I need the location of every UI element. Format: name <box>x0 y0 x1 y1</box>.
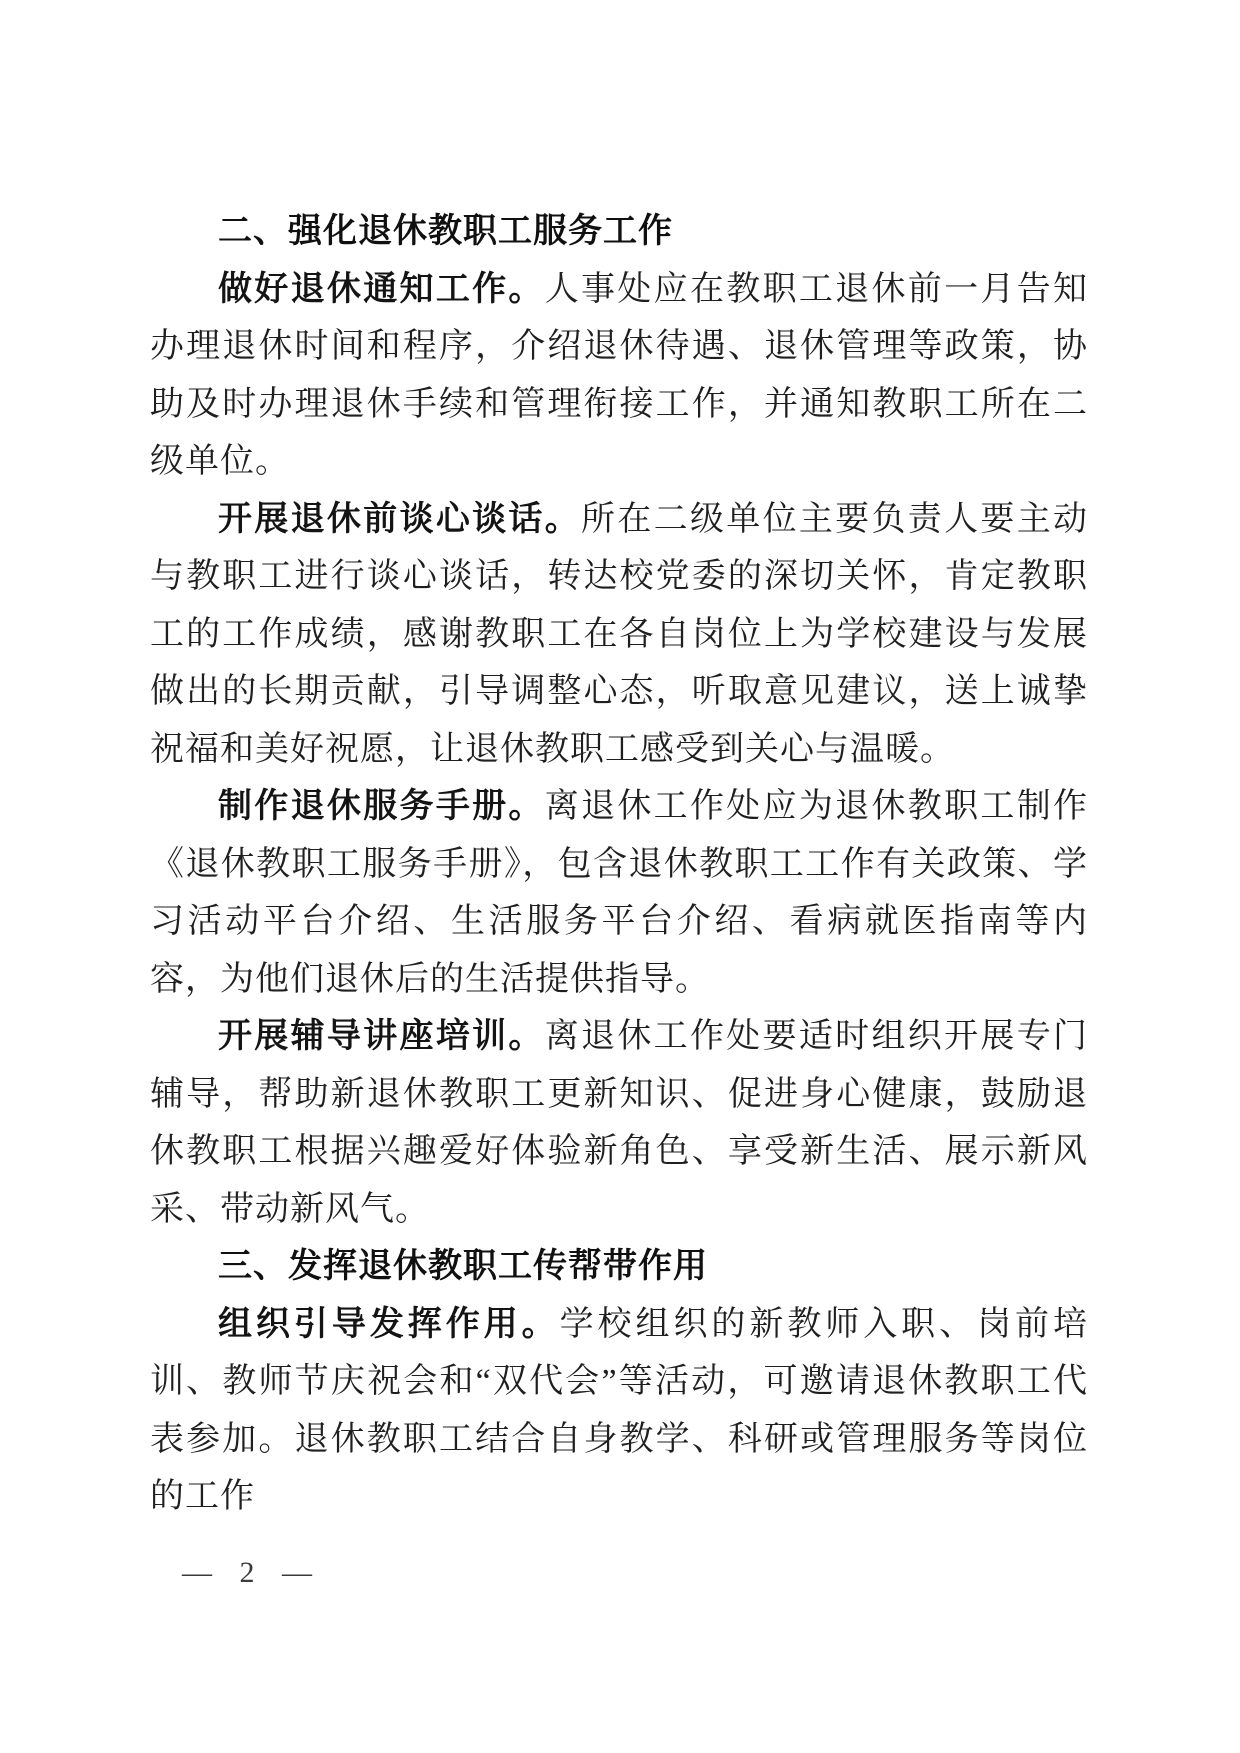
paragraph-body: 离退休工作处要适时组织开展专门辅导，帮助新退休教职工更新知识、促进身心健康，鼓励退休教职工根据兴趣爱好体验新角色、享受新生活、展示新风采、带动新风气。 <box>150 1018 1089 1228</box>
paragraph-lead: 做好退休通知工作。 <box>218 270 545 308</box>
paragraph <box>150 1296 1088 1526</box>
section-heading: 二、强化退休教职工服务工作 <box>218 212 673 250</box>
paragraph-body: 学校组织的新教师入职、岗前培训、教师节庆祝会和“双代会”等活动，可邀请退休教职工代表参加。退休教职工结合自身教学、科研或管理服务等岗位的工作 <box>150 1305 1089 1515</box>
page-number: — 2 — <box>182 1556 322 1589</box>
paragraph-lead: 开展辅导讲座培训。 <box>218 1018 545 1055</box>
document-body <box>150 203 1088 1526</box>
paragraph <box>150 491 1088 779</box>
paragraph <box>150 1008 1088 1238</box>
paragraph <box>150 261 1088 491</box>
paragraph-body: 所在二级单位主要负责人要主动与教职工进行谈心谈话，转达校党委的深切关怀，肯定教职工的工作成绩，感谢教职工在各自岗位上为学校建设与发展做出的长期贡献，引导调整心态，听取意见建议，送上诚挚祝福和美好祝愿，让退休教职工感受到关心与温暖。 <box>150 500 1089 768</box>
paragraph-lead: 组织引导发挥作用。 <box>218 1305 560 1343</box>
paragraph-lead: 开展退休前谈心谈话。 <box>218 500 582 538</box>
section-heading: 三、发挥退休教职工传帮带作用 <box>218 1247 708 1285</box>
paragraph-body: 人事处应在教职工退休前一月告知办理退休时间和程序，介绍退休待遇、退休管理等政策，协助及时办理退休手续和管理衔接工作，并通知教职工所在二级单位。 <box>150 270 1089 480</box>
paragraph <box>150 778 1088 1008</box>
paragraph-lead: 制作退休服务手册。 <box>218 788 545 825</box>
paragraph-body: 离退休工作处应为退休教职工制作《退休教职工服务手册》，包含退休教职工工作有关政策、学习活动平台介绍、生活服务平台介绍、看病就医指南等内容，为他们退休后的生活提供指导。 <box>150 788 1089 998</box>
